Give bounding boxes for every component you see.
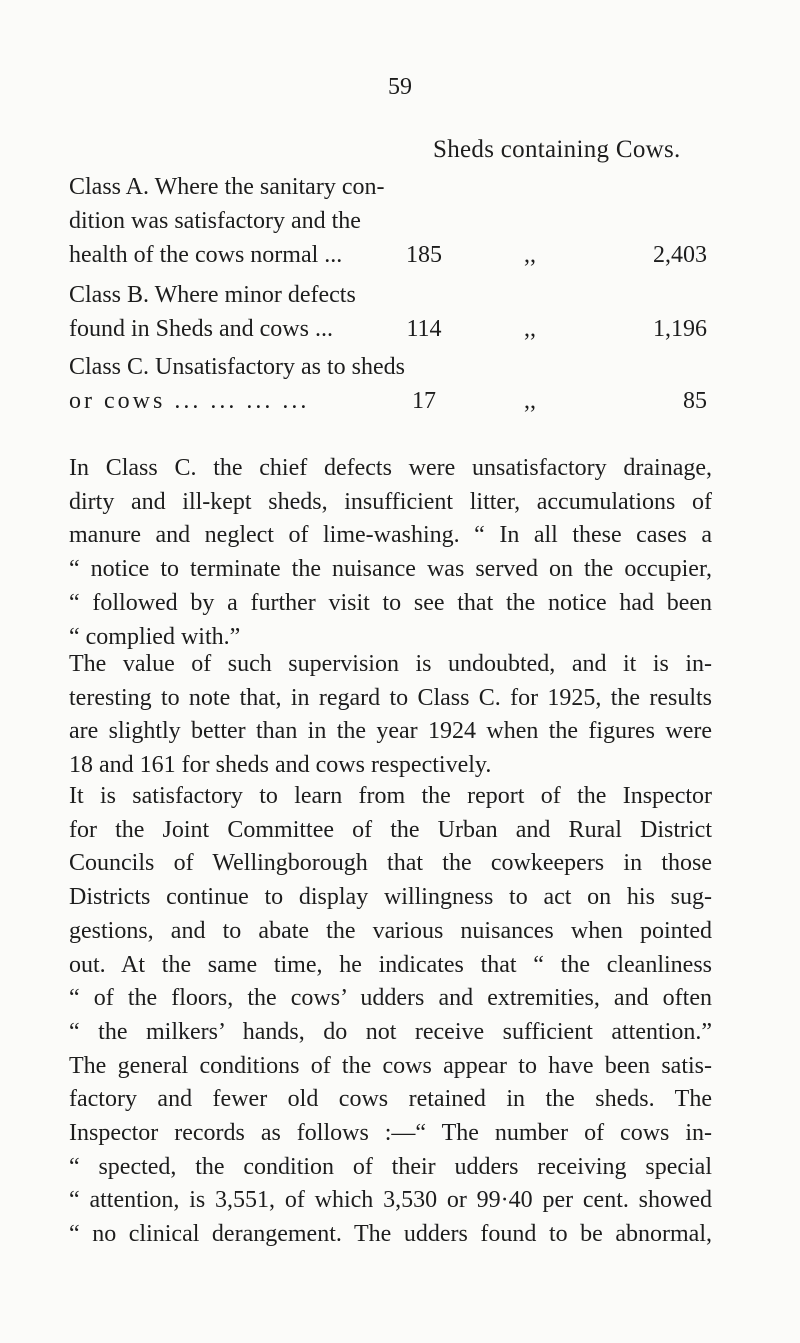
class-c-cows: 85 (683, 388, 707, 414)
text-line: factory and fewer old cows retained in the sheds. The (69, 1086, 712, 1113)
text-line: out. At the same time, he indicates that “ the cleanliness (69, 951, 712, 978)
text-line: gestions, and to abate the various nuisances when pointed (69, 917, 712, 944)
text-line: Districts continue to display willingness to act on his sug- (69, 884, 712, 911)
paragraph-class-c-defects (69, 452, 712, 654)
class-b-cows: 1,196 (653, 316, 707, 342)
class-a-ditto: ,, (524, 242, 536, 268)
text-line: are slightly better than in the year 1924 when the figures were (69, 718, 712, 745)
text-line: “ no clinical derangement. The udders found to be abnormal, (69, 1221, 712, 1248)
paragraph-inspector-report (69, 780, 712, 1252)
text-line: “ notice to terminate the nuisance was served on the occupier, (69, 556, 712, 583)
class-a-line-1: Class A. Where the sanitary con- (69, 174, 385, 200)
class-c-line-2: or cows ... ... ... ... (69, 388, 310, 414)
text-line: Councils of Wellingborough that the cowkeepers in those (69, 850, 712, 877)
table-header: Sheds containing Cows. (433, 136, 681, 163)
class-c-sheds: 17 (412, 388, 436, 414)
class-c-row (69, 350, 719, 418)
class-a-line-2: dition was satisfactory and the (69, 208, 361, 234)
text-line: “ followed by a further visit to see that the notice had been (69, 589, 712, 616)
paragraph-supervision-value (69, 648, 712, 783)
class-b-line-2: found in Sheds and cows ... (69, 316, 333, 342)
class-b-row (69, 278, 719, 346)
class-a-line-3: health of the cows normal ... (69, 242, 343, 268)
text-line: “ spected, the condition of their udders receiving special (69, 1153, 712, 1180)
class-b-sheds: 114 (406, 316, 442, 342)
page-number: 59 (388, 74, 412, 100)
text-line: manure and neglect of lime-washing. “ In all these cases a (69, 522, 712, 549)
text-line: The value of such supervision is undoubted, and it is in- (69, 651, 712, 677)
text-line: “ complied with.” (69, 623, 241, 650)
text-line: “ attention, is 3,551, of which 3,530 or 99·40 per cent. showed (69, 1187, 712, 1214)
text-line: for the Joint Committee of the Urban and Rural District (69, 816, 712, 843)
class-a-row (69, 170, 719, 272)
class-b-line-1: Class B. Where minor defects (69, 282, 356, 308)
class-a-sheds: 185 (406, 242, 442, 268)
class-c-ditto: ,, (524, 388, 536, 414)
text-line: dirty and ill-kept sheds, insufficient litter, accumulations of (69, 488, 712, 515)
class-a-cows: 2,403 (653, 242, 707, 268)
text-line: “ of the floors, the cows’ udders and extremities, and often (69, 985, 712, 1012)
text-line: It is satisfactory to learn from the report of the Inspector (69, 783, 712, 809)
text-line: Inspector records as follows :—“ The number of cows in- (69, 1120, 712, 1147)
text-line: teresting to note that, in regard to Class C. for 1925, the results (69, 684, 712, 711)
text-line: 18 and 161 for sheds and cows respectively. (69, 752, 492, 779)
class-c-line-1: Class C. Unsatisfactory as to sheds (69, 354, 405, 380)
text-line: In Class C. the chief defects were unsatisfactory drainage, (69, 455, 712, 481)
text-line: The general conditions of the cows appear to have been satis- (69, 1052, 712, 1079)
class-b-ditto: ,, (524, 316, 536, 342)
text-line: “ the milkers’ hands, do not receive sufficient attention.” (69, 1018, 712, 1045)
